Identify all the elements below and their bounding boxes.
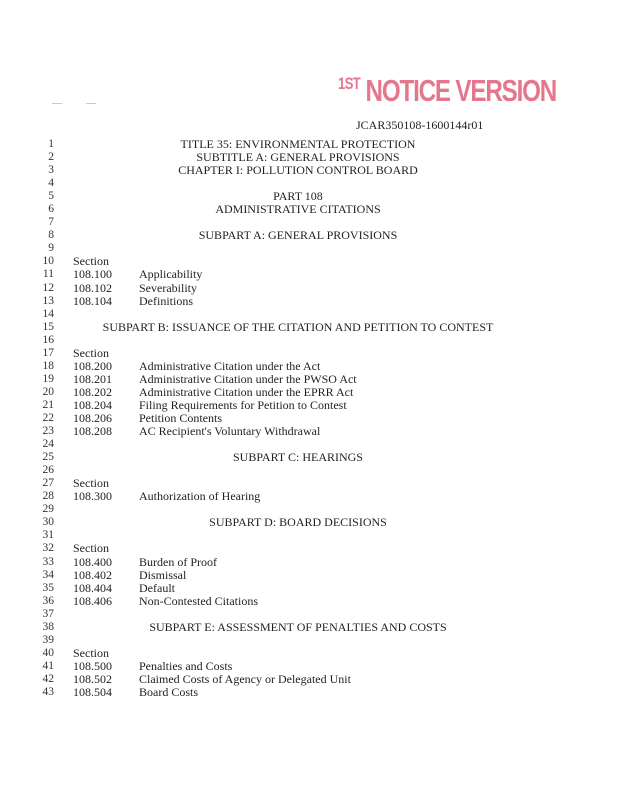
document-line bbox=[0, 203, 644, 216]
line-number: 27 bbox=[42, 477, 54, 490]
line-number: 12 bbox=[42, 281, 54, 294]
line-number: 5 bbox=[48, 190, 54, 203]
heading-text: ADMINISTRATIVE CITATIONS bbox=[215, 202, 381, 217]
document-line bbox=[0, 451, 644, 464]
section-label: Section bbox=[73, 254, 109, 269]
line-number: 19 bbox=[42, 372, 54, 385]
line-number: 38 bbox=[42, 620, 54, 633]
document-line bbox=[0, 347, 644, 360]
line-number: 41 bbox=[42, 659, 54, 672]
section-number: 108.500 bbox=[73, 658, 112, 673]
line-number: 26 bbox=[42, 464, 54, 477]
section-number: 108.206 bbox=[73, 410, 112, 425]
document-line bbox=[0, 268, 644, 281]
section-title: Claimed Costs of Agency or Delegated Unit bbox=[139, 671, 351, 686]
document-line bbox=[0, 164, 644, 177]
section-title: Board Costs bbox=[139, 684, 199, 699]
section-title: Administrative Citation under the PWSO Act bbox=[139, 371, 357, 386]
section-number: 108.502 bbox=[73, 671, 112, 686]
section-number: 108.300 bbox=[73, 489, 112, 504]
stamp-ordinal: 1ST bbox=[338, 74, 360, 93]
section-title: Authorization of Hearing bbox=[139, 489, 261, 504]
section-number: 108.102 bbox=[73, 280, 112, 295]
document-line bbox=[0, 490, 644, 503]
document-line bbox=[0, 660, 644, 673]
section-title: Petition Contents bbox=[139, 410, 223, 425]
section-title: Applicability bbox=[139, 267, 203, 282]
line-number: 34 bbox=[42, 568, 54, 581]
document-line bbox=[0, 321, 644, 334]
numbered-lines bbox=[0, 138, 644, 699]
line-number: 25 bbox=[42, 451, 54, 464]
line-number: 22 bbox=[42, 411, 54, 424]
line-number: 6 bbox=[48, 203, 54, 216]
document-line bbox=[0, 542, 644, 555]
section-label: Section bbox=[73, 645, 109, 660]
line-number: 36 bbox=[42, 594, 54, 607]
line-number: 4 bbox=[48, 177, 54, 190]
line-number: 24 bbox=[42, 438, 54, 451]
document-line bbox=[0, 595, 644, 608]
heading-text: SUBPART B: ISSUANCE OF THE CITATION AND PETITION TO CONTEST bbox=[102, 319, 494, 334]
document-line bbox=[0, 634, 644, 647]
line-number: 10 bbox=[42, 255, 54, 268]
section-label: Section bbox=[73, 476, 109, 491]
section-number: 108.400 bbox=[73, 554, 112, 569]
notice-version-stamp bbox=[338, 73, 556, 109]
section-title: Severability bbox=[139, 280, 197, 295]
line-number: 3 bbox=[48, 164, 54, 177]
line-number: 20 bbox=[42, 385, 54, 398]
section-title: Default bbox=[139, 580, 175, 595]
line-number: 8 bbox=[48, 229, 54, 242]
section-number: 108.406 bbox=[73, 593, 112, 608]
line-number: 21 bbox=[42, 398, 54, 411]
document-line bbox=[0, 425, 644, 438]
line-number: 32 bbox=[42, 542, 54, 555]
document-line bbox=[0, 334, 644, 347]
section-title: AC Recipient's Voluntary Withdrawal bbox=[139, 424, 321, 439]
line-number: 17 bbox=[42, 346, 54, 359]
section-label: Section bbox=[73, 345, 109, 360]
heading-text: CHAPTER I: POLLUTION CONTROL BOARD bbox=[178, 163, 418, 178]
section-title: Definitions bbox=[139, 293, 193, 308]
document-line bbox=[0, 686, 644, 699]
section-number: 108.104 bbox=[73, 293, 112, 308]
section-number: 108.100 bbox=[73, 267, 112, 282]
document-line bbox=[0, 556, 644, 569]
section-title: Penalties and Costs bbox=[139, 658, 233, 673]
document-line bbox=[0, 647, 644, 660]
line-number: 2 bbox=[48, 151, 54, 164]
line-number: 1 bbox=[48, 138, 54, 150]
heading-text: SUBPART D: BOARD DECISIONS bbox=[209, 515, 387, 530]
heading-text: SUBPART E: ASSESSMENT OF PENALTIES AND COSTS bbox=[149, 619, 447, 634]
document-line bbox=[0, 569, 644, 582]
line-number: 39 bbox=[42, 633, 54, 646]
document-line bbox=[0, 295, 644, 308]
line-number: 37 bbox=[42, 607, 54, 620]
section-title: Administrative Citation under the Act bbox=[139, 358, 321, 373]
document-line bbox=[0, 386, 644, 399]
section-title: Non-Contested Citations bbox=[139, 593, 258, 608]
line-number: 43 bbox=[42, 685, 54, 698]
heading-text: TITLE 35: ENVIRONMENTAL PROTECTION bbox=[180, 137, 416, 151]
line-number: 42 bbox=[42, 672, 54, 685]
section-number: 108.404 bbox=[73, 580, 112, 595]
heading-text: PART 108 bbox=[273, 189, 323, 204]
line-number: 30 bbox=[42, 516, 54, 529]
document-line bbox=[0, 308, 644, 321]
section-number: 108.504 bbox=[73, 684, 112, 699]
line-number: 29 bbox=[42, 503, 54, 516]
section-number: 108.402 bbox=[73, 567, 112, 582]
line-number: 15 bbox=[42, 320, 54, 333]
line-number: 7 bbox=[48, 216, 54, 229]
scan-mark bbox=[86, 103, 96, 104]
line-number: 31 bbox=[42, 529, 54, 542]
section-title: Dismissal bbox=[139, 567, 187, 582]
line-number: 11 bbox=[42, 268, 54, 281]
document-line bbox=[0, 373, 644, 386]
section-number: 108.200 bbox=[73, 358, 112, 373]
document-line bbox=[0, 673, 644, 686]
heading-text: SUBPART C: HEARINGS bbox=[233, 450, 363, 465]
line-number: 16 bbox=[42, 333, 54, 346]
document-line bbox=[0, 360, 644, 373]
line-number: 23 bbox=[42, 425, 54, 438]
line-number: 18 bbox=[42, 359, 54, 372]
line-number: 14 bbox=[42, 307, 54, 320]
document-line bbox=[0, 229, 644, 242]
stamp-text: NOTICE VERSION bbox=[365, 73, 557, 108]
document-line bbox=[0, 621, 644, 634]
document-line bbox=[0, 516, 644, 529]
line-number: 13 bbox=[42, 294, 54, 307]
heading-text: SUBTITLE A: GENERAL PROVISIONS bbox=[196, 150, 400, 165]
section-label: Section bbox=[73, 541, 109, 556]
line-number: 40 bbox=[42, 646, 54, 659]
section-title: Administrative Citation under the EPRR Act bbox=[139, 384, 354, 399]
section-number: 108.204 bbox=[73, 397, 112, 412]
section-number: 108.202 bbox=[73, 384, 112, 399]
line-number: 33 bbox=[42, 555, 54, 568]
scan-mark bbox=[52, 103, 62, 104]
heading-text: SUBPART A: GENERAL PROVISIONS bbox=[198, 228, 398, 243]
document-line bbox=[0, 608, 644, 621]
document-line bbox=[0, 582, 644, 595]
line-number: 9 bbox=[48, 242, 54, 255]
section-title: Filing Requirements for Petition to Contest bbox=[139, 397, 347, 412]
line-number: 28 bbox=[42, 490, 54, 503]
section-title: Burden of Proof bbox=[139, 554, 217, 569]
line-number: 35 bbox=[42, 581, 54, 594]
document-id: JCAR350108-1600144r01 bbox=[356, 118, 484, 132]
section-number: 108.201 bbox=[73, 371, 112, 386]
document-line bbox=[0, 282, 644, 295]
section-number: 108.208 bbox=[73, 424, 112, 439]
